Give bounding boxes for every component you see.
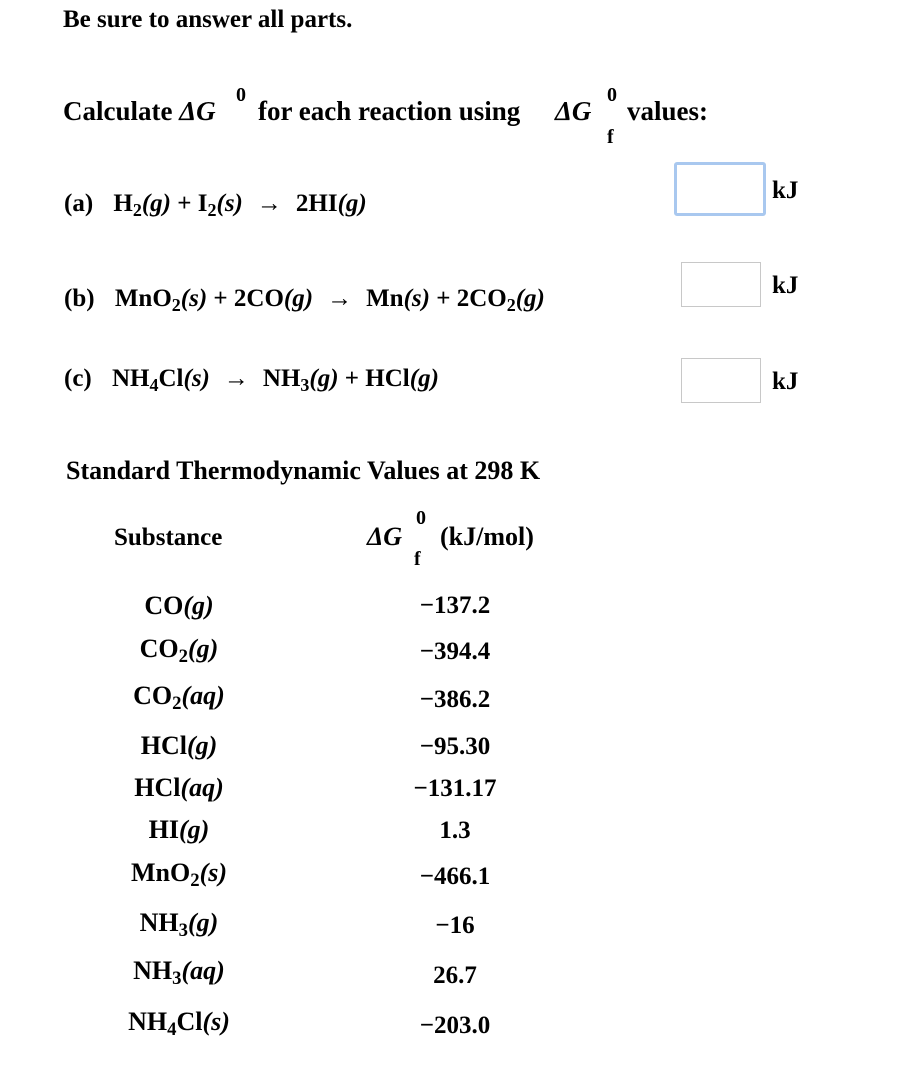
table-row-value: −95.30 (419, 733, 491, 760)
table-header-unit: (kJ/mol) (440, 522, 534, 551)
table-row-value: −16 (435, 912, 475, 939)
table-row-substance: HI(g) (148, 815, 210, 844)
table-header-delta-g: ΔG (367, 522, 403, 551)
reaction-c-label: (c) (64, 365, 92, 392)
answer-a-field[interactable] (677, 165, 763, 213)
answer-b-input[interactable] (681, 262, 761, 307)
table-row-value: −203.0 (419, 1012, 491, 1039)
prompt-lead: Calculate (63, 96, 180, 126)
unit-a: kJ (772, 177, 799, 204)
reaction-b-label: (b) (64, 285, 95, 312)
table-row-substance: $NH_4Cl(s)$ (128, 1007, 230, 1041)
table-row-value: −386.2 (419, 686, 491, 713)
unit-c: kJ (772, 368, 799, 395)
reaction-c: (c) $NH_4Cl(s) \to NH_3(g) + HCl(g)$ (64, 365, 439, 396)
table-row-value: 26.7 (433, 962, 477, 989)
delta-gf-symbol: ΔG (555, 96, 592, 126)
table-row-value: −394.4 (419, 638, 491, 665)
table-header-substance: Substance (114, 524, 223, 551)
unit-b: kJ (772, 272, 799, 299)
table-row-substance: MnO$_2$(s) (130, 858, 228, 892)
reaction-a: (a) $H_2(g) + I_2(s) \to 2HI(g)$ (64, 190, 367, 221)
reaction-arrow: → (327, 285, 353, 312)
answer-b-field[interactable] (682, 263, 760, 306)
table-row-substance: $CO_2(aq)$ (133, 681, 225, 715)
table-row-value: 1.3 (439, 817, 471, 844)
table-row-substance: $CO_2(g)$ (139, 634, 219, 668)
delta-g-symbol: ΔG (179, 96, 216, 126)
table-row-substance: CO(g) (144, 591, 214, 620)
delta-gf-subscript: f (607, 126, 614, 148)
reaction-a-label: (a) (64, 190, 94, 217)
table-row-value: −131.17 (413, 775, 497, 802)
prompt-line (63, 96, 216, 127)
answer-c-field[interactable] (682, 359, 760, 402)
table-row-substance: $NH_3(aq)$ (133, 956, 225, 990)
table-row-substance: $NH_3(g)$ (139, 908, 219, 942)
answer-c-input[interactable] (681, 358, 761, 403)
instructions-text: Be sure to answer all parts. (63, 6, 353, 33)
table-header-superscript: 0 (416, 507, 426, 529)
table-title: Standard Thermodynamic Values at 298 K (66, 456, 541, 485)
reaction-b: (b) $MnO_2(s) + 2CO(g) \to Mn(s) + 2CO_2(g)$ (64, 285, 545, 316)
prompt-tail: values: (627, 96, 708, 126)
reaction-arrow: → (223, 365, 249, 392)
reaction-arrow: → (256, 190, 282, 217)
answer-a-input[interactable] (674, 162, 766, 216)
table-row-value: −137.2 (419, 592, 491, 619)
table-row-value: −466.1 (419, 863, 491, 890)
table-row-substance: HCl(g) (140, 731, 218, 760)
delta-g-superscript: 0 (236, 84, 246, 106)
prompt-middle: for each reaction using (258, 96, 521, 126)
table-header-subscript: f (414, 548, 421, 570)
delta-gf-superscript: 0 (607, 84, 617, 106)
table-row-substance: HCl(aq) (134, 773, 224, 802)
